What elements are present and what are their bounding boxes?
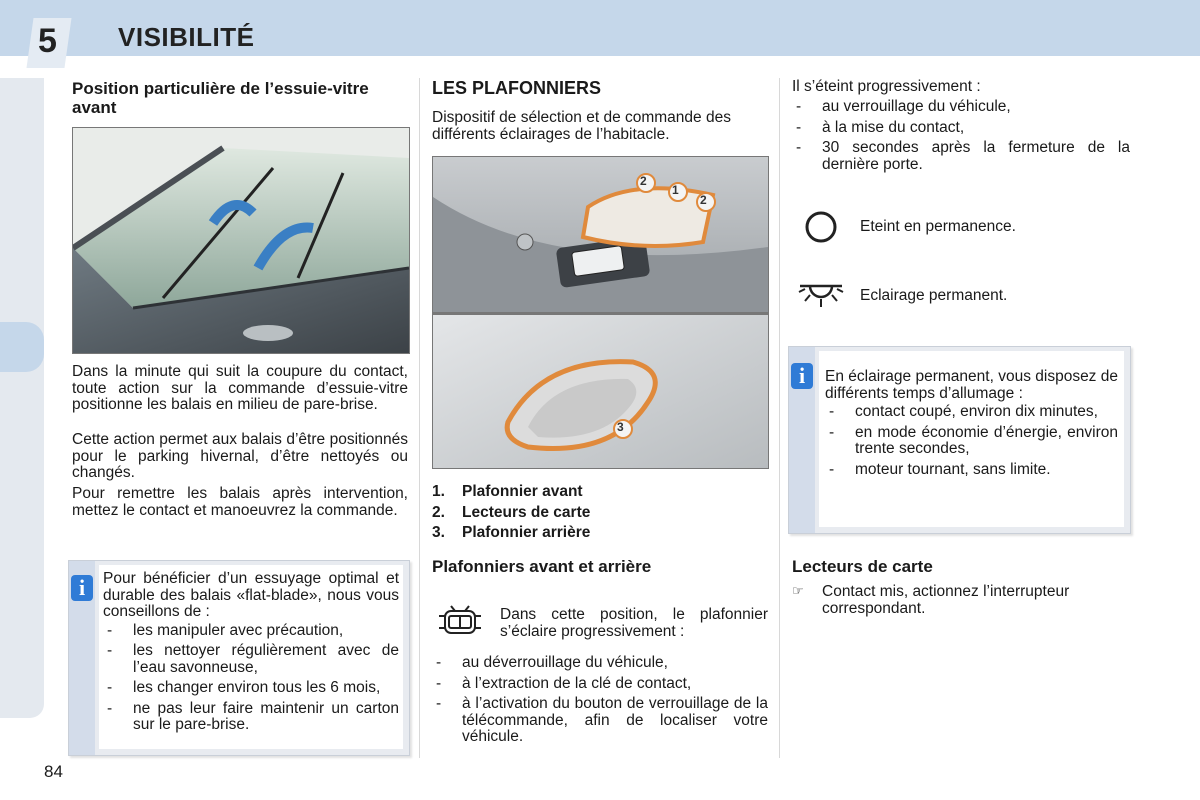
lamp-on-icon bbox=[796, 280, 846, 310]
info-icon: i bbox=[791, 363, 813, 389]
wiper-info-intro: Pour bénéficier d’un essuyage optimal et durable des balais «flat-blade», nous vous conseillons de : bbox=[103, 570, 399, 620]
legend-number: 2. bbox=[432, 503, 445, 521]
callout-2-left: 2 bbox=[640, 174, 647, 188]
side-band-accent bbox=[0, 322, 44, 372]
plafonniers-legend bbox=[432, 482, 762, 544]
list-item: - en mode économie d’énergie, environ trente secondes, bbox=[825, 425, 1118, 458]
wiper-paragraph-2: Cette action permet aux balais d’être positionnés pour le parking hivernal, d’être nettoyés ou changés. bbox=[72, 431, 408, 481]
callout-2-right: 2 bbox=[700, 193, 707, 207]
wiper-info-list bbox=[103, 623, 399, 734]
legend-label: Lecteurs de carte bbox=[462, 503, 591, 521]
callout-3: 3 bbox=[617, 420, 624, 434]
legend-item bbox=[432, 482, 762, 503]
plafonniers-title: LES PLAFONNIERS bbox=[432, 78, 602, 98]
page-number: 84 bbox=[44, 762, 63, 781]
chapter-number: 5 bbox=[38, 22, 57, 60]
list-item: - les manipuler avec précaution, bbox=[103, 623, 399, 640]
wiper-paragraph-1: Dans la minute qui suit la coupure du contact, toute action sur la commande d’essuie-vitre positionne les balais en milieu de pare-brise. bbox=[72, 363, 408, 413]
column-divider bbox=[419, 78, 420, 758]
plafonniers-intro: Dispositif de sélection et de commande des différents éclairages de l’habitacle. bbox=[432, 109, 731, 143]
windshield-wiper-photo bbox=[72, 127, 410, 354]
list-item: - à l’activation du bouton de verrouillage de la télécommande, afin de localiser votre véhicule. bbox=[432, 696, 768, 746]
column-divider bbox=[779, 78, 780, 758]
page-title: VISIBILITÉ bbox=[118, 22, 255, 52]
off-mode-text: Eteint en permanence. bbox=[860, 218, 1016, 235]
extinction-intro: Il s’éteint progressivement : bbox=[792, 78, 981, 95]
lighting-info-intro: En éclairage permanent, vous disposez de différents temps d’allumage : bbox=[825, 368, 1118, 402]
list-item: - contact coupé, environ dix minutes, bbox=[825, 404, 1118, 421]
legend-number: 3. bbox=[432, 524, 445, 541]
legend-number: 1. bbox=[432, 483, 445, 500]
list-item: - à l’extraction de la clé de contact, bbox=[432, 676, 768, 693]
map-reader-text: Contact mis, actionnez l’interrupteur correspondant. bbox=[822, 583, 1070, 617]
map-reader-instruction bbox=[792, 584, 1132, 617]
plafonniers-subtitle: Plafonniers avant et arrière bbox=[432, 557, 652, 576]
plafonniers-list bbox=[432, 655, 768, 750]
list-item: - à la mise du contact, bbox=[792, 120, 1130, 137]
on-mode-text: Eclairage permanent. bbox=[860, 287, 1008, 304]
list-item: - les nettoyer régulièrement avec de l’eau savonneuse, bbox=[103, 643, 399, 676]
door-mode-text: Dans cette position, le plafonnier s’éclaire progressivement : bbox=[500, 606, 768, 640]
legend-item bbox=[432, 523, 762, 544]
info-box-content bbox=[99, 565, 403, 749]
legend-label: Plafonnier arrière bbox=[462, 524, 591, 541]
map-reader-title: Lecteurs de carte bbox=[792, 557, 933, 576]
circle-off-icon bbox=[804, 210, 838, 244]
list-item: - au verrouillage du véhicule, bbox=[792, 99, 1130, 116]
wiper-section-title: Position particulière de l’essuie-vitre avant bbox=[72, 79, 369, 117]
list-item: - ne pas leur faire maintenir un carton sur le pare-brise. bbox=[103, 701, 399, 734]
wiper-paragraph-3: Pour remettre les balais après intervention, mettez le contact et manoeuvrez la commande. bbox=[72, 485, 408, 519]
legend-label: Plafonnier avant bbox=[462, 483, 583, 500]
list-item: - 30 secondes après la fermeture de la dernière porte. bbox=[792, 140, 1130, 173]
side-band bbox=[0, 78, 44, 718]
callout-1: 1 bbox=[672, 183, 679, 197]
lighting-info-box bbox=[788, 346, 1131, 534]
hand-pointer-icon: ☞ bbox=[792, 584, 804, 599]
info-box-content bbox=[819, 351, 1124, 527]
lighting-info-list bbox=[825, 404, 1118, 478]
car-doors-icon bbox=[437, 604, 483, 638]
legend-item bbox=[432, 503, 762, 524]
wiper-info-box bbox=[68, 560, 410, 756]
extinction-list bbox=[792, 99, 1130, 177]
list-item: - les changer environ tous les 6 mois, bbox=[103, 680, 399, 697]
list-item: - au déverrouillage du véhicule, bbox=[432, 655, 768, 672]
ceiling-lights-photo bbox=[432, 156, 769, 469]
info-icon: i bbox=[71, 575, 93, 601]
list-item: - moteur tournant, sans limite. bbox=[825, 462, 1118, 479]
